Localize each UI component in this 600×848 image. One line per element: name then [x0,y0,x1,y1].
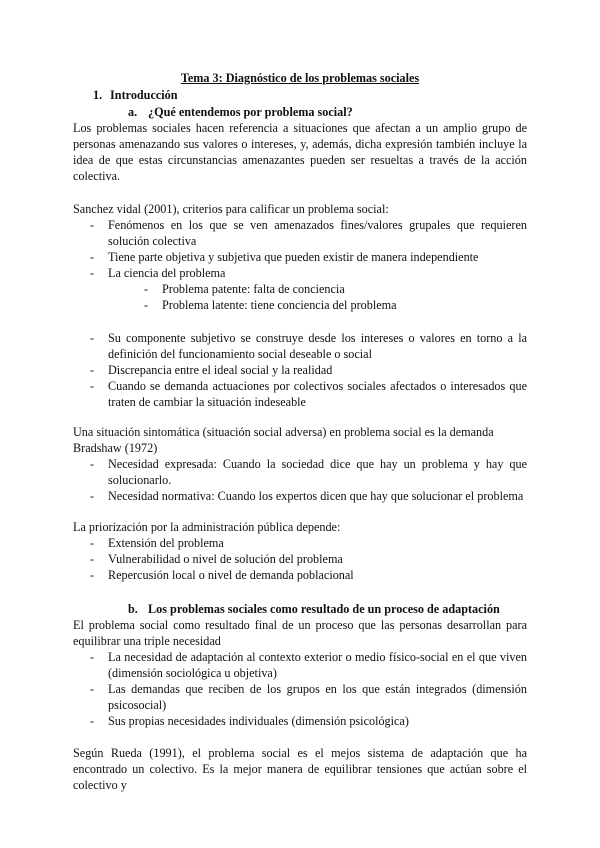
dash-bullet: - [90,331,95,345]
subsection-label: Los problemas sociales como resultado de un proceso de adaptación [148,602,500,616]
ciencia-sublist [108,281,527,313]
list-item: - La ciencia del problema - Problema patente: falta de conciencia - Problema latente: tiene conciencia del problema [73,265,527,313]
dash-bullet: - [90,218,95,232]
dash-bullet: - [90,714,95,729]
priorizacion-intro: La priorización por la administración pública depende: [73,520,341,534]
list-item: - Tiene parte objetiva y subjetiva que pueden existir de manera independiente [90,250,479,265]
dash-bullet: - [90,650,95,664]
list-item: - Discrepancia entre el ideal social y la realidad [90,363,333,378]
priorizacion-list [73,535,527,583]
intro-paragraph: Los problemas sociales hacen referencia a situaciones que afectan a un amplio grupo de personas amenazando sus valores o intereses, y, además, dicha expresión también incluye la idea de que estas circunstancias amenazantes pueden ser resueltas a través de la acción colectiva. [73,121,527,184]
list-item: - Fenómenos en los que se ven amenazados fines/valores grupales que requieren solución colectiva [90,218,527,249]
section-label: Introducción [110,88,178,102]
list-item: - Repercusión local o nivel de demanda poblacional [90,568,354,583]
list-item: - Su componente subjetivo se construye desde los intereses o valores en torno a la definición del funcionamiento social deseable o social [90,331,527,362]
list-item: - Las demandas que reciben de los grupos en los que están integrados (dimensión psicosocial) [90,682,527,713]
section-number: 1. [93,88,103,102]
sanchez-list [73,217,527,314]
dash-bullet: - [90,682,95,697]
subsection-label: ¿Qué entendemos por problema social? [148,105,353,119]
dash-bullet: - [144,298,149,313]
bradshaw-list [73,456,527,504]
list-item: - Necesidad normativa: Cuando los expertos dicen que hay que solucionar el problema [90,489,524,504]
subsection-letter: a. [128,105,138,119]
adaptacion-intro: El problema social como resultado final de un proceso que las personas desarrollan para equilibrar una triple necesidad [73,618,527,649]
list-item: - Vulnerabilidad o nivel de solución del problema [90,552,343,567]
dash-bullet: - [90,552,95,567]
dash-bullet: - [90,489,95,504]
list-item: - Extensión del problema [90,536,224,550]
list-item: - Necesidad expresada: Cuando la sociedad dice que hay un problema y hay que solucionarlo. [90,457,527,488]
rueda-paragraph: Según Rueda (1991), el problema social es el mejos sistema de adaptación que ha encontrado un colectivo. Es la mejor manera de equilibrar tensiones que actúan sobre el colectivo y [73,746,527,793]
sanchez-intro: Sanchez vidal (2001), criterios para calificar un problema social: [73,202,389,216]
document-title: Tema 3: Diagnóstico de los problemas sociales [180,71,420,85]
dash-bullet: - [90,536,95,550]
bradshaw-intro: Una situación sintomática (situación social adversa) en problema social es la demanda Bradshaw (1972) [73,425,494,456]
subsection-heading-b [128,601,500,617]
dash-bullet: - [90,250,95,265]
sublist-item: - Problema latente: tiene conciencia del problema [144,298,397,313]
adaptacion-list [73,649,527,729]
dash-bullet: - [90,568,95,583]
list-item: - La necesidad de adaptación al contexto exterior o medio físico-social en el que viven (dimensión sociológica u objetiva) [90,650,527,681]
dash-bullet: - [90,266,95,281]
list-item: - Cuando se demanda actuaciones por colectivos sociales afectados o interesados que traten de cambiar la situación indeseable [90,379,527,410]
list-item: - Sus propias necesidades individuales (dimensión psicológica) [90,714,409,729]
subsection-heading-a [128,104,353,120]
dash-bullet: - [90,457,95,471]
sanchez-list-continued [73,330,527,410]
sublist-item: - Problema patente: falta de conciencia [144,282,345,297]
subsection-letter: b. [128,602,138,616]
dash-bullet: - [144,282,149,297]
section-heading-introduccion [93,87,178,103]
dash-bullet: - [90,379,95,394]
dash-bullet: - [90,363,95,378]
